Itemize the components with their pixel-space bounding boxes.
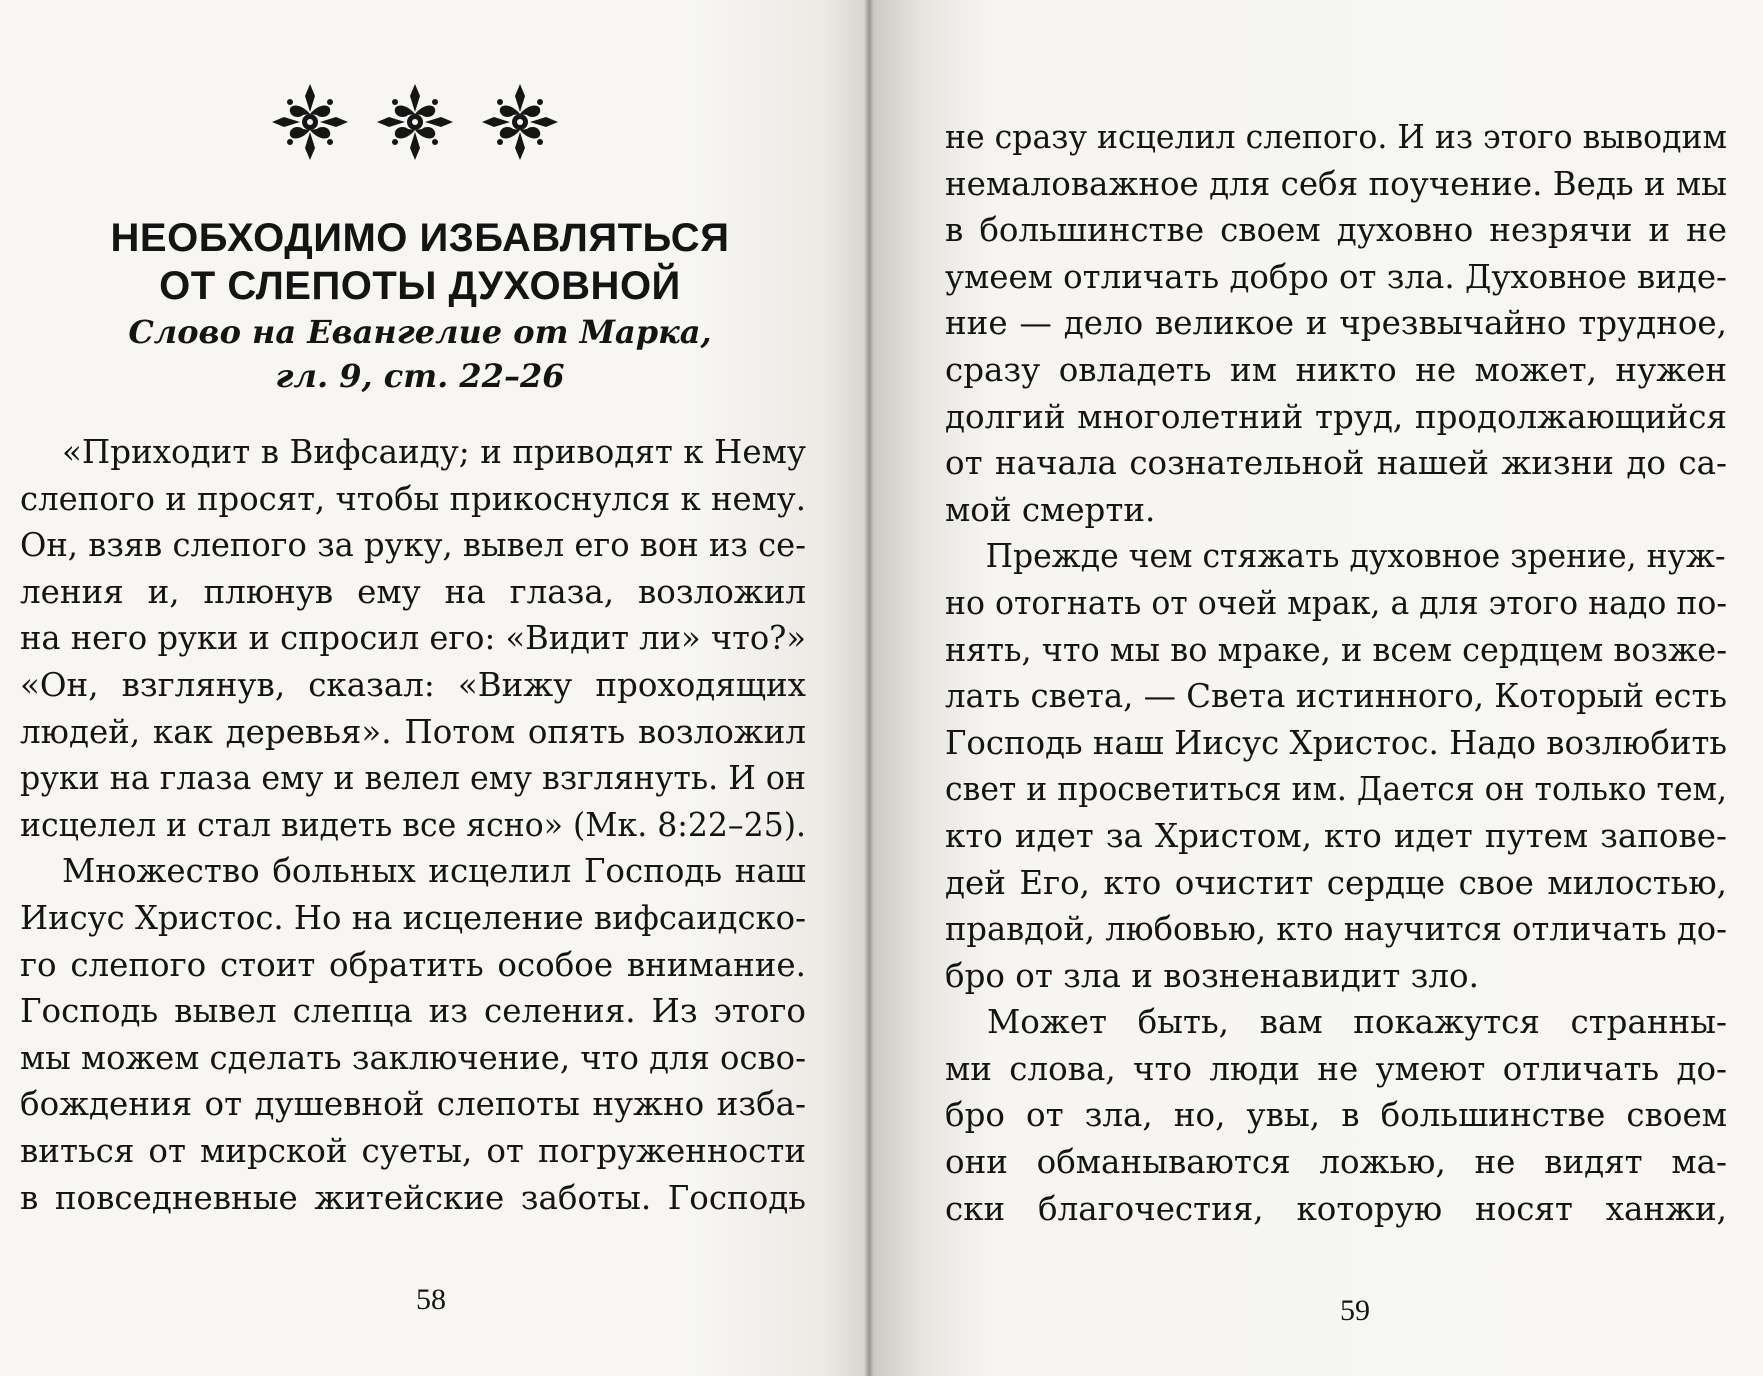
right-text-line: от начала сознательной нашей жизни до са- (945, 444, 1727, 483)
left-text-line: мы можем сделать заключение, что для осво- (20, 1038, 806, 1077)
left-text-line: исцелел и стал видеть все ясно» (Мк. 8:22–25). (20, 805, 807, 844)
chapter-title-line-2: ОТ СЛЕПОТЫ ДУХОВНОЙ (159, 264, 681, 308)
chapter-title-line-1: НЕОБХОДИМО ИЗБАВЛЯТЬСЯ (110, 216, 730, 260)
left-text-line: Иисус Христос. Но на исцеление вифсаидско- (20, 898, 806, 937)
left-text-line: на него руки и спросил его: «Видит ли» что?» (20, 619, 807, 658)
ornament-cross-icon (480, 82, 560, 162)
right-text-line: ски благочестия, которую носят ханжи, (945, 1189, 1727, 1228)
left-page-body (20, 429, 806, 1221)
right-text-line: мой смерти. (945, 490, 1156, 529)
book-gutter (864, 0, 874, 1376)
right-text-line: ние — дело великое и чрезвычайно трудное, (945, 304, 1727, 343)
page-number-left: 58 (416, 1283, 446, 1316)
left-text-line: го слепого стоит обратить особое внимание. (20, 945, 806, 984)
right-text-line: Прежде чем стяжать духовное зрение, нуж- (985, 537, 1726, 576)
right-text-line: сразу овладеть им никто не может, нужен (945, 350, 1727, 389)
right-text-line: ми слова, что люди не умеют отличать до- (945, 1049, 1727, 1088)
left-text-line: руки на глаза ему и велел ему взглянуть. И он (20, 759, 806, 798)
right-text-line: лать света, — Света истинного, Который есть (945, 677, 1727, 716)
right-text-line: Господь наш Иисус Христос. Надо возлюбить (945, 723, 1727, 762)
left-text-line: бождения от душевной слепоты нужно изба- (20, 1085, 806, 1124)
left-text-line: Он, взяв слепого за руку, вывел его вон из се- (20, 526, 806, 565)
left-page (0, 0, 868, 1376)
right-text-line: правдой, любовью, кто научится отличать до- (945, 910, 1728, 949)
ornament-cross-icon (375, 82, 455, 162)
left-text-line: в повседневные житейские заботы. Господь (20, 1178, 806, 1217)
right-text-line: немаловажное для себя поучение. Ведь и мы (945, 164, 1728, 203)
left-text-line: людей, как деревья». Потом опять возложил (20, 712, 806, 751)
page-number-right: 59 (1340, 1294, 1370, 1327)
ornament-cross-icon (270, 82, 350, 162)
right-page-body (945, 114, 1727, 1232)
right-text-line: дей Его, кто очистит сердце свое милостью, (945, 863, 1727, 902)
chapter-subtitle-line-1: Слово на Евангелие от Марка, (128, 313, 712, 351)
right-text-line: долгий многолетний труд, продолжающийся (945, 397, 1727, 436)
chapter-subtitle-line-2: гл. 9, ст. 22–26 (275, 357, 565, 395)
left-text-line: Множество больных исцелил Господь наш (62, 852, 806, 891)
right-text-line: бро от зла, но, увы, в большинстве своем (945, 1096, 1727, 1135)
left-text-line: виться от мирской суеты, от погруженности (20, 1131, 806, 1170)
right-text-line: бро от зла и возненавидит зло. (945, 956, 1479, 995)
left-text-line: «Он, взглянув, сказал: «Вижу проходящих (20, 665, 806, 704)
right-text-line: не сразу исцелил слепого. И из этого выводим (945, 118, 1728, 156)
right-text-line: кто идет за Христом, кто идет путем запове- (945, 816, 1727, 855)
right-text-line: в большинстве своем духовно незрячи и не (945, 211, 1727, 250)
right-text-line: умеем отличать добро от зла. Духовное виде- (945, 257, 1728, 296)
right-text-line: нять, что мы во мраке, и всем сердцем возже- (945, 630, 1727, 669)
left-text-line: Господь вывел слепца из селения. Из этого (20, 992, 806, 1031)
right-text-line: Может быть, вам покажутся странны- (987, 1003, 1727, 1042)
right-text-line: они обманываются ложью, не видят ма- (945, 1143, 1727, 1182)
left-text-line: «Приходит в Вифсаиду; и приводят к Нему (62, 433, 806, 471)
left-text-line: слепого и просят, чтобы прикоснулся к нему. (20, 479, 806, 518)
right-text-line: свет и просветиться им. Дается он только тем, (945, 770, 1728, 809)
left-text-line: ления и, плюнув ему на глаза, возложил (20, 572, 806, 611)
ornament-row (270, 82, 560, 162)
right-text-line: но отогнать от очей мрак, а для этого надо по- (945, 583, 1728, 622)
